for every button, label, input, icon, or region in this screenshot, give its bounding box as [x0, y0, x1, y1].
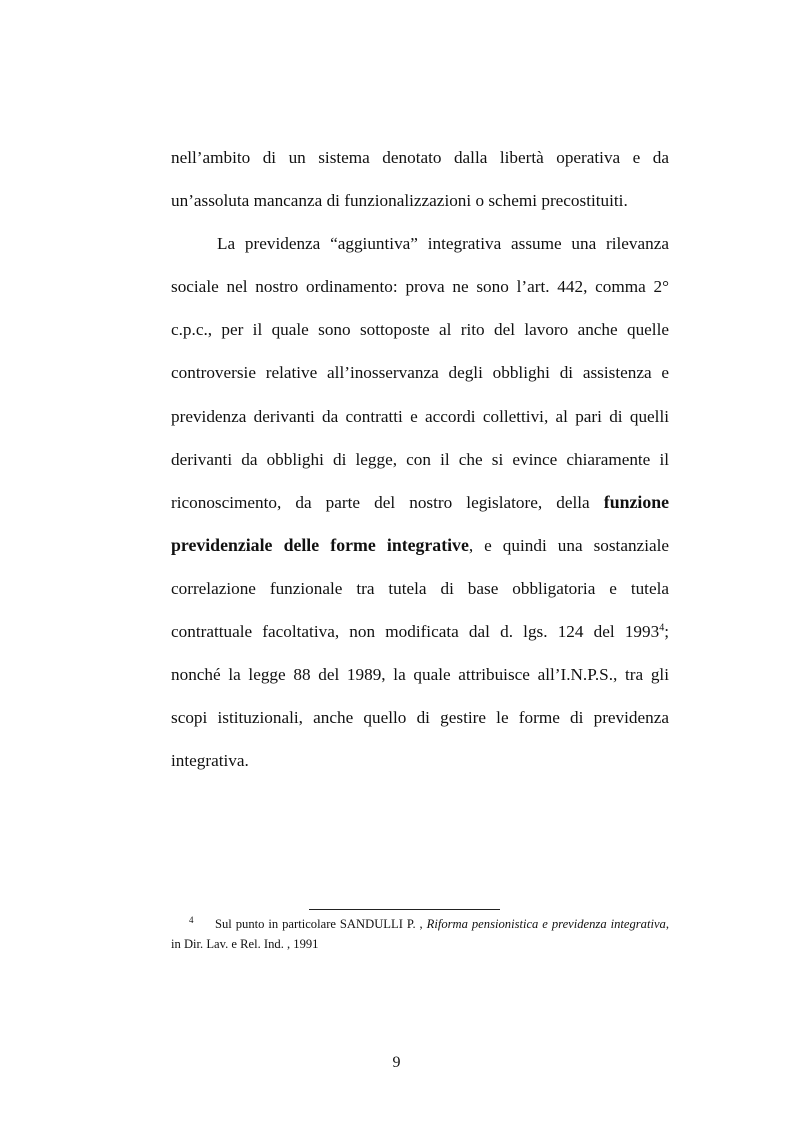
bold-phrase: funzione previdenziale delle forme integrative	[171, 491, 669, 555]
main-text	[171, 136, 669, 782]
footnote-text-before: Sul punto in particolare SANDULLI P. ,	[215, 917, 427, 931]
paragraph-text-part1: La previdenza “aggiuntiva” integrativa assume una rilevanza sociale nel nostro ordinamento: prova ne sono l’art. 442, comma 2° c.p.c., per il quale sono sottoposte al rito del lavoro anche quelle controversie relative all’inosservanza degli obblighi di assistenza e previdenza derivanti da contratti e accordi collettivi, al pari di quelli derivanti da obblighi di legge, con il che si evince chiaramente il riconoscimento, da parte del nostro legislatore, della	[171, 234, 669, 512]
paragraph-text-part2: , e quindi una sostanziale correlazione funzionale tra tutela di base obbligatoria e tutela contrattuale facoltativa, non modificata dal d. lgs. 124 del 1993	[171, 535, 669, 642]
footnote-italic-title: Riforma pensionistica e previdenza integrativa	[426, 917, 666, 931]
paragraph-previdenza	[171, 222, 669, 782]
footnote: 4 Sul punto in particolare SANDULLI P. , Riforma pensionistica e previdenza integrativa, in Dir. Lav. e Rel. Ind. , 1991	[171, 914, 670, 951]
footnote-divider	[309, 909, 500, 910]
page-number: 9	[392, 1054, 401, 1071]
paragraph-text-part3: ; nonché la legge 88 del 1989, la quale attribuisce all’I.N.P.S., tra gli scopi istituzionali, anche quello di gestire le forme di previdenza integrativa.	[171, 622, 669, 771]
footnote-text-after: , in Dir. Lav. e Rel. Ind. , 1991	[171, 917, 670, 951]
paragraph-continuation: nell’ambito di un sistema denotato dalla libertà operativa e da un’assoluta mancanza di funzionalizzazioni o schemi precostituiti.	[171, 148, 669, 211]
footnote-reference[interactable]: 4	[659, 622, 665, 634]
